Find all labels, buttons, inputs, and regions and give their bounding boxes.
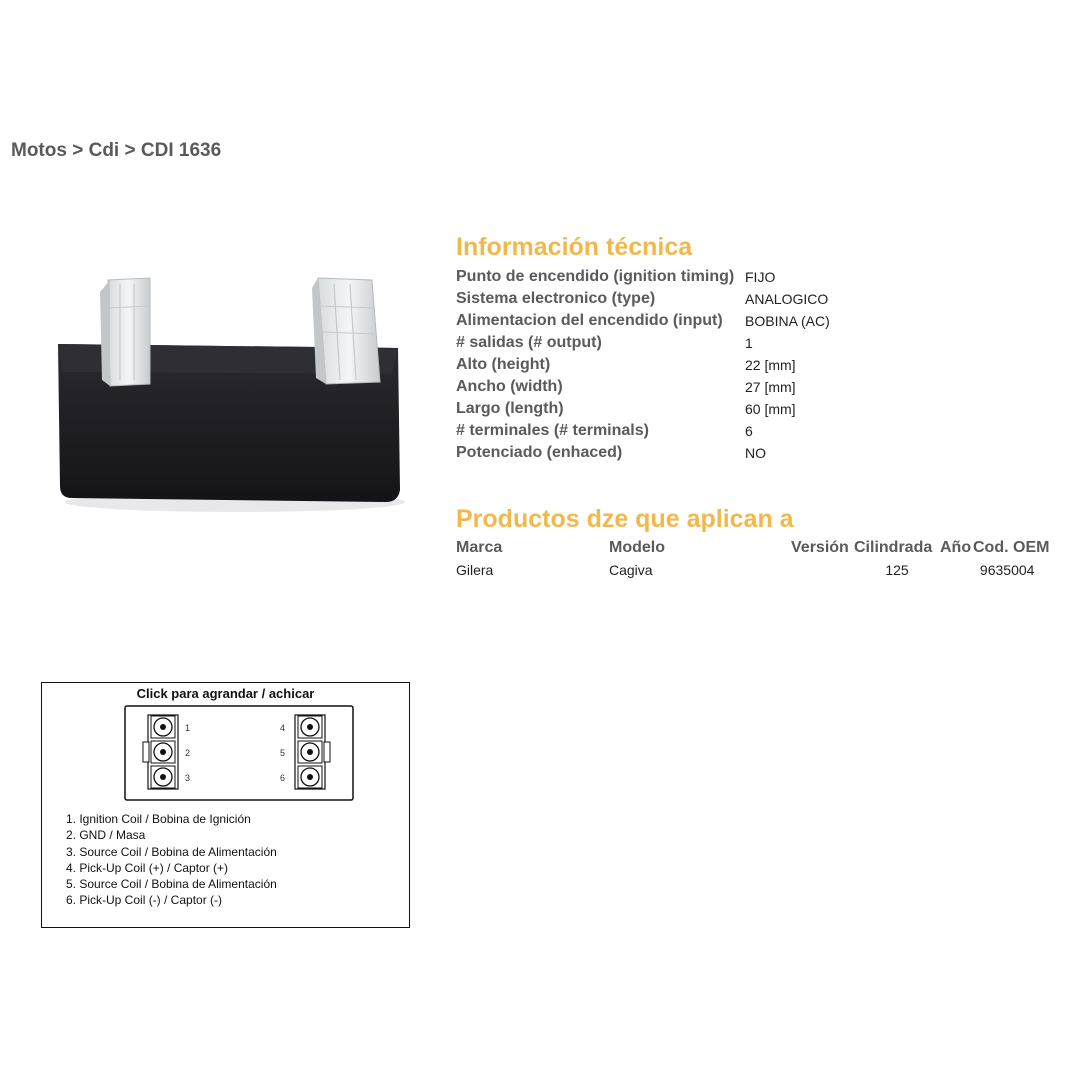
legend-item: 6. Pick-Up Coil (-) / Captor (-) [66, 893, 223, 908]
spec-row [456, 354, 830, 376]
header-cilindrada: Cilindrada [854, 539, 933, 556]
breadcrumb [11, 140, 221, 162]
spec-label: Alto (height) [456, 356, 551, 373]
spec-label: # salidas (# output) [456, 334, 602, 351]
spec-value: 60 [mm] [745, 401, 796, 417]
pin-number-label: 5 [280, 748, 286, 758]
pin-legend [66, 811, 277, 909]
table-cell: Cagiva [609, 562, 653, 578]
header-modelo: Modelo [609, 539, 665, 556]
header-cod-oem: Cod. OEM [973, 539, 1050, 556]
spec-value: NO [745, 445, 766, 461]
left-connector [100, 278, 150, 386]
breadcrumb-separator: > [124, 140, 136, 161]
tech-info-title: Información técnica [456, 233, 693, 261]
spec-row [456, 310, 830, 332]
spec-label: Punto de encendido (ignition timing) [456, 268, 735, 285]
pin-number-label: 3 [185, 773, 191, 783]
right-connector [312, 278, 380, 384]
legend-item: 3. Source Coil / Bobina de Alimentación [66, 844, 277, 859]
spec-label: Potenciado (enhaced) [456, 444, 623, 461]
breadcrumb-item-cdi[interactable]: Cdi [88, 140, 120, 161]
breadcrumb-item-motos[interactable]: Motos [11, 140, 67, 161]
spec-value: BOBINA (AC) [745, 313, 830, 329]
table-cell: 125 [885, 562, 909, 578]
diagram-zoom-caption[interactable]: Click para agrandar / achicar [136, 686, 315, 701]
product-image [50, 262, 410, 522]
legend-item: 2. GND / Masa [66, 828, 146, 843]
spec-row [456, 332, 830, 354]
spec-value: 6 [745, 423, 753, 439]
spec-value: 22 [mm] [745, 357, 796, 373]
spec-row [456, 266, 830, 288]
connector-pinout-icon [124, 705, 354, 803]
applications-header-row [456, 537, 1049, 559]
spec-label: Sistema electronico (type) [456, 290, 656, 307]
pin-number-label: 1 [185, 723, 191, 733]
spec-value: FIJO [745, 269, 776, 285]
applications-table [456, 537, 1049, 581]
spec-row [456, 442, 830, 464]
pin-number-label: 2 [185, 748, 191, 758]
table-cell [940, 559, 973, 581]
header-ano: Año [940, 539, 972, 556]
spec-label: Alimentacion del encendido (input) [456, 312, 723, 329]
spec-label: Ancho (width) [456, 378, 563, 395]
spec-label: Largo (length) [456, 400, 564, 417]
breadcrumb-item-current: CDI 1636 [140, 140, 222, 161]
wiring-diagram[interactable] [41, 682, 410, 928]
spec-row [456, 288, 830, 310]
spec-value: 27 [mm] [745, 379, 796, 395]
table-row [456, 559, 1049, 581]
table-cell: Gilera [456, 562, 494, 578]
pin-number-label: 4 [280, 723, 286, 733]
legend-item: 1. Ignition Coil / Bobina de Ignición [66, 812, 251, 826]
spec-label: # terminales (# terminals) [456, 422, 649, 439]
breadcrumb-separator: > [72, 140, 84, 161]
table-cell: 9635004 [979, 562, 1035, 578]
header-marca: Marca [456, 539, 503, 556]
legend-item: 4. Pick-Up Coil (+) / Captor (+) [66, 860, 229, 875]
applications-title: Productos dze que aplican a [456, 505, 794, 533]
spec-row [456, 420, 830, 442]
spec-value: ANALOGICO [745, 291, 829, 307]
tech-spec-table [456, 266, 830, 464]
pin-number-label: 6 [280, 773, 286, 783]
header-version: Versión [791, 539, 849, 556]
spec-row [456, 398, 830, 420]
legend-item: 5. Source Coil / Bobina de Alimentación [66, 877, 277, 892]
spec-value: 1 [745, 335, 753, 351]
spec-row [456, 376, 830, 398]
table-cell [791, 559, 854, 581]
